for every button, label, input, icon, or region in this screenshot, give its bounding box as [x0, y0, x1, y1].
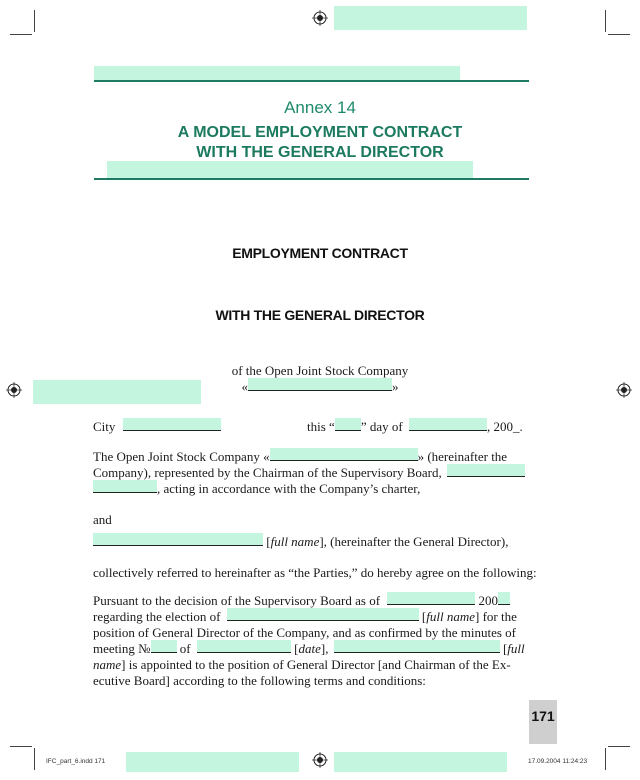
annex-label: Annex 14 — [284, 98, 356, 117]
director-line: [full name], (hereinafter the General Director), — [93, 533, 508, 550]
parties-line: collectively referred to hereinafter as “the Parties,” do hereby agree on the following: — [93, 565, 537, 580]
page-number: 171 — [529, 700, 557, 744]
company-line: of the Open Joint Stock Company — [231, 363, 409, 378]
para1-line1: The Open Joint Stock Company « » (hereinafter the — [93, 449, 508, 464]
crop-mark — [10, 34, 32, 35]
chairman-blank[interactable] — [447, 464, 525, 477]
footer-timestamp: 17.09.2004 11:24:23 — [528, 758, 588, 765]
crop-mark — [34, 10, 35, 32]
meeting-date-blank[interactable] — [197, 640, 291, 653]
month-blank[interactable] — [409, 418, 487, 431]
crop-mark — [608, 746, 630, 747]
para2-line6: ecutive Board] according to the following terms and conditions: — [93, 673, 426, 688]
contract-heading: EMPLOYMENT CONTRACT — [232, 245, 408, 261]
appointee-name-blank[interactable] — [334, 640, 500, 653]
crop-mark — [608, 34, 630, 35]
header-rule — [94, 178, 529, 180]
decision-date-blank[interactable] — [387, 592, 475, 605]
footer-file-info: IFC_part_6.indd 171 — [46, 758, 106, 765]
crop-mark — [34, 748, 35, 770]
para2-line5: name] is appointed to the position of General Director [and Chairman of the Ex- — [93, 657, 511, 672]
highlight-block — [94, 66, 460, 80]
crop-mark — [605, 748, 606, 770]
para2-line1: Pursuant to the decision of the Supervisory Board as of 200 — [93, 592, 510, 609]
date-line: this “ ” day of , 200_. — [307, 419, 523, 434]
meeting-number-blank[interactable] — [151, 640, 177, 653]
header-rule — [94, 80, 529, 82]
para2-line3: position of General Director of the Company, and as confirmed by the minutes of — [93, 625, 516, 640]
para1-line2: Company), represented by the Chairman of the Supervisory Board, — [93, 464, 525, 481]
para1-line3: , acting in accordance with the Company’s charter, — [93, 480, 420, 497]
city-line: City — [93, 418, 221, 435]
registration-mark-icon — [312, 10, 328, 26]
annex-title-line2: WITH THE GENERAL DIRECTOR — [196, 144, 444, 161]
highlight-block — [107, 161, 473, 178]
city-blank[interactable] — [123, 418, 221, 431]
highlight-block — [334, 6, 527, 30]
company-name-line: « » — [241, 379, 399, 394]
and-word: and — [93, 512, 112, 527]
contract-subheading: WITH THE GENERAL DIRECTOR — [215, 307, 425, 323]
chairman-blank-2[interactable] — [93, 480, 157, 493]
para2-line4: meeting № of [date], [full — [93, 641, 525, 656]
registration-mark-icon — [312, 752, 328, 768]
year-blank[interactable] — [498, 592, 510, 605]
director-name-blank[interactable] — [93, 533, 263, 546]
highlight-block — [334, 752, 507, 772]
company-name-blank[interactable] — [248, 378, 392, 391]
crop-mark — [10, 746, 32, 747]
highlight-block — [126, 752, 299, 772]
para2-line2: regarding the election of [full name] for the — [93, 609, 517, 624]
crop-mark — [605, 10, 606, 32]
day-blank[interactable] — [335, 418, 361, 431]
company-name-blank-2[interactable] — [270, 448, 418, 461]
annex-title-line1: A MODEL EMPLOYMENT CONTRACT — [177, 124, 463, 141]
election-name-blank[interactable] — [227, 608, 419, 621]
